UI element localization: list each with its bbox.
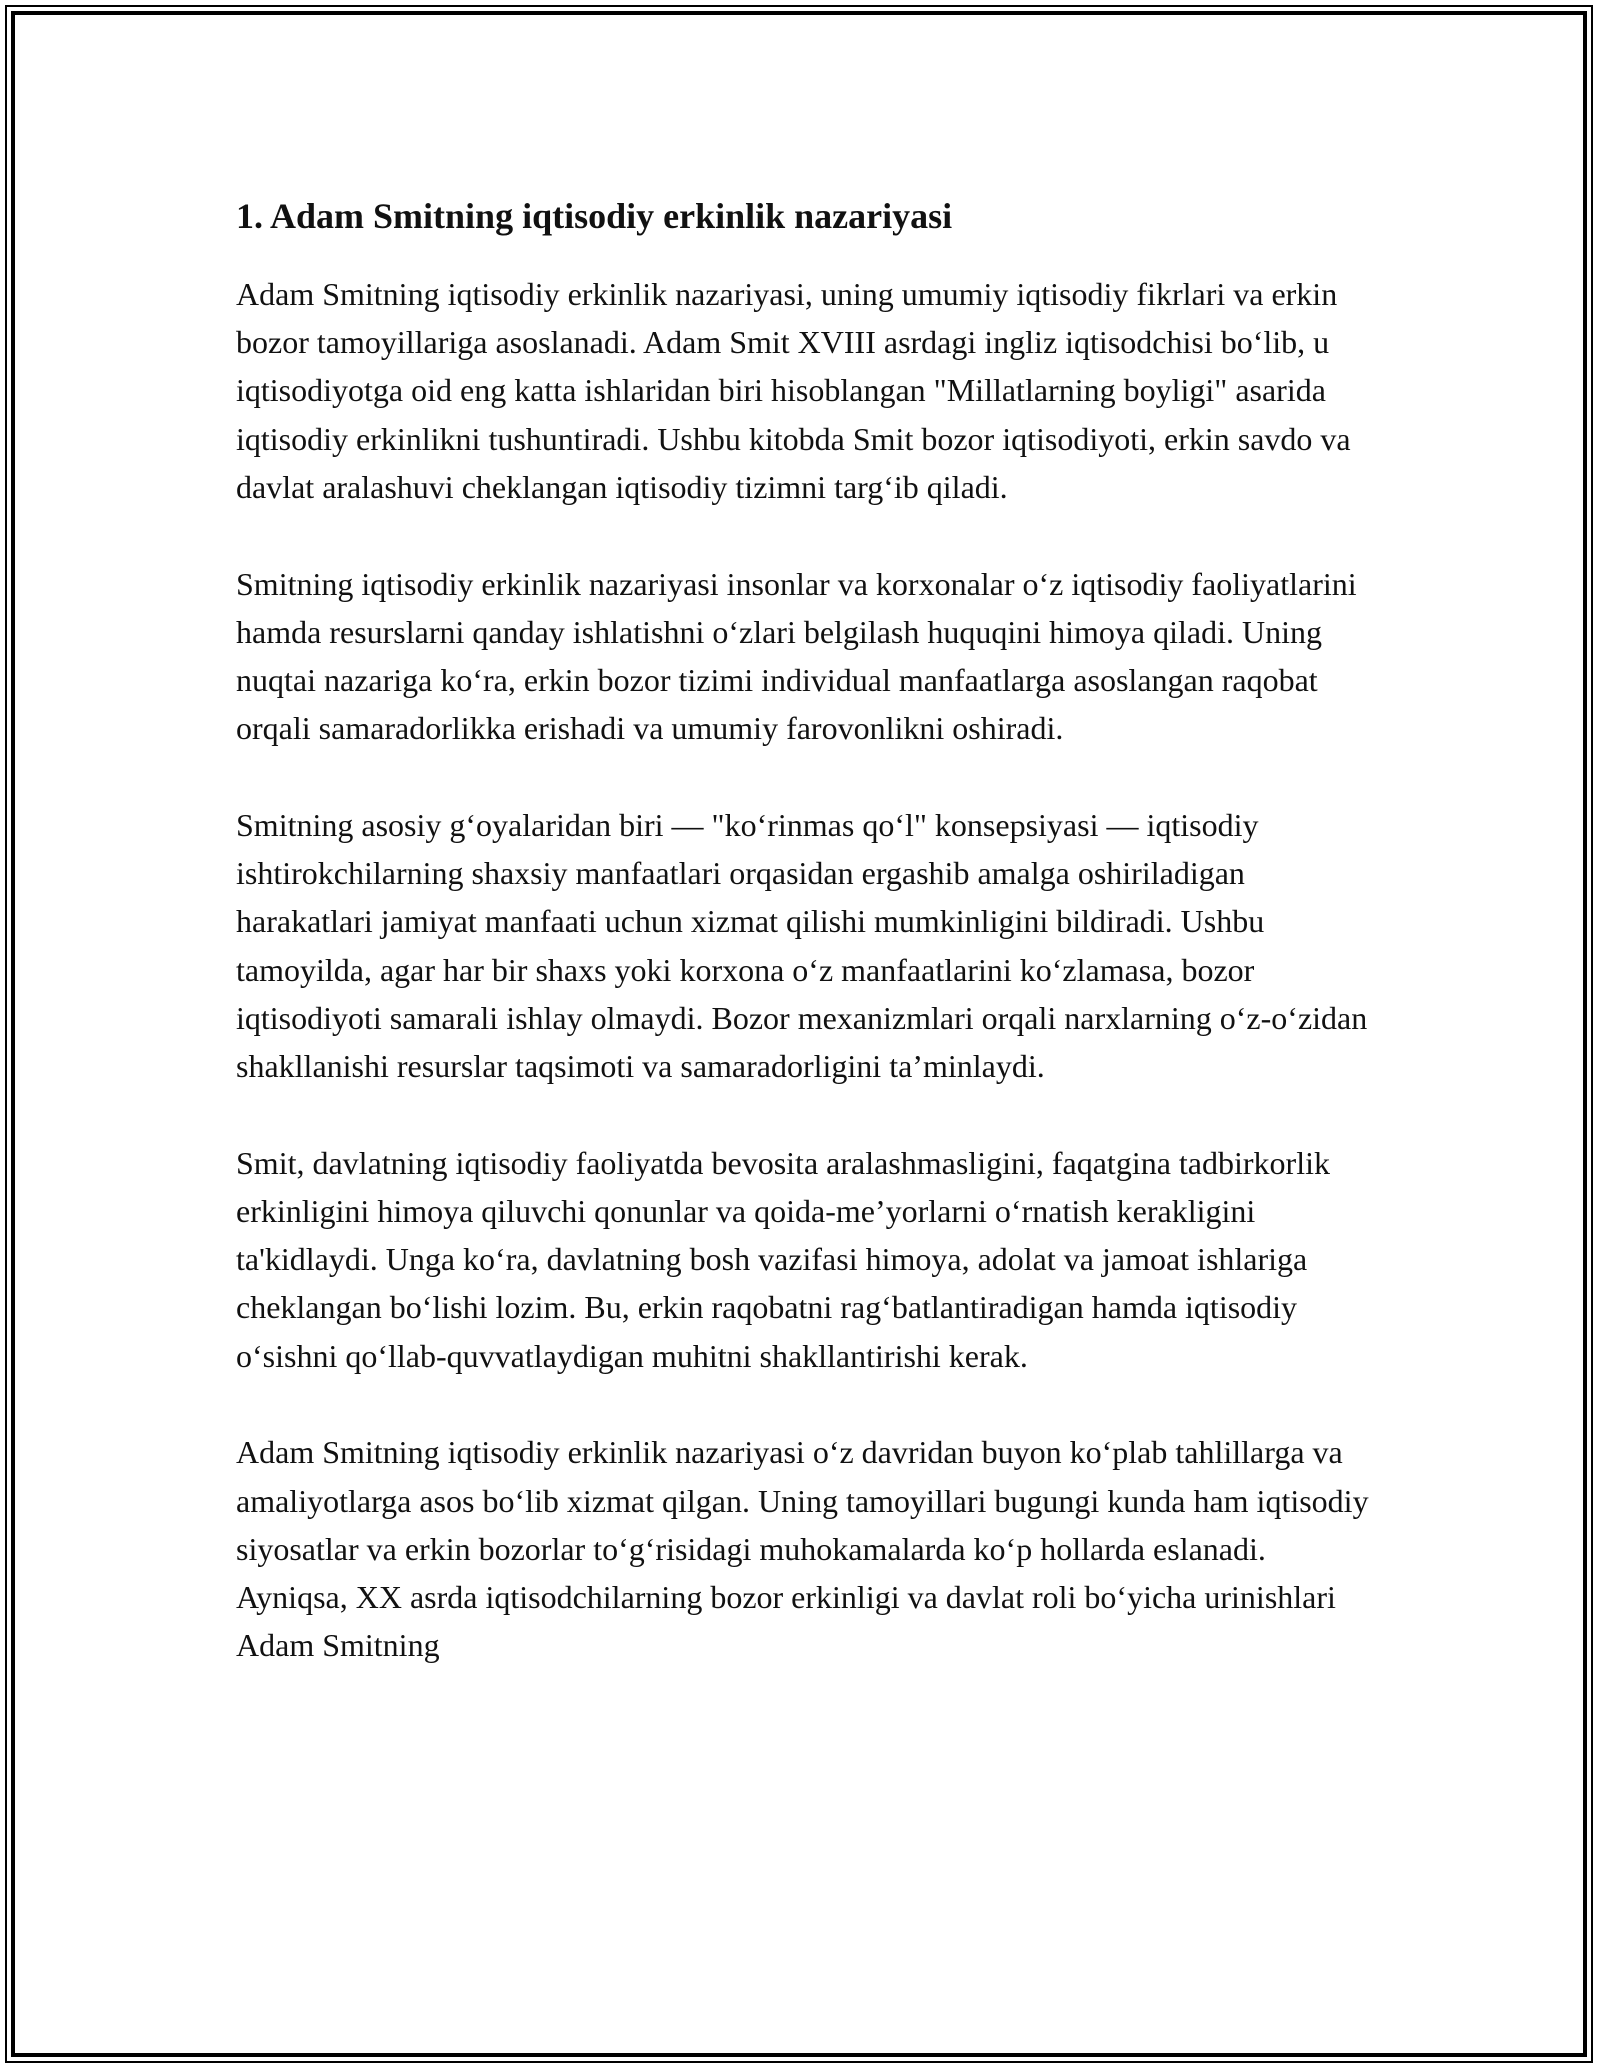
section-heading: 1. Adam Smitning iqtisodiy erkinlik nazariyasi (236, 196, 953, 236)
paragraph-3: Smitning asosiy g‘oyalaridan biri — "ko‘rinmas qo‘l" konsepsiyasi — iqtisodiy ishtirokchilarning shaxsiy manfaatlari orqasidan ergashib amalga oshiriladigan harakatlari jamiyat manfaati uchun xizmat qilishi mumkinligini bildiradi. Ushbu tamoyilda, agar har bir shaxs yoki korxona o‘z manfaatlarini ko‘zlamasa, bozor iqtisodiyoti samarali ishlay olmaydi. Bozor mexanizmlari orqali narxlarning o‘z-o‘zidan shakllanishi resurslar taqsimoti va samaradorligini ta’minlaydi. (236, 807, 1368, 1085)
document-body (236, 184, 1376, 1718)
paragraph-2: Smitning iqtisodiy erkinlik nazariyasi insonlar va korxonalar o‘z iqtisodiy faoliyatlarini hamda resurslarni qanday ishlatishni o‘zlari belgilash huquqini himoya qiladi. Uning nuqtai nazariga ko‘ra, erkin bozor tizimi individual manfaatlarga asoslangan raqobat orqali samaradorlikka erishadi va umumiy farovonlikni oshiradi. (236, 565, 1357, 747)
paragraph-5: Adam Smitning iqtisodiy erkinlik nazariyasi o‘z davridan buyon ko‘plab tahlillarga va amaliyotlarga asos bo‘lib xizmat qilgan. Uning tamoyillari bugungi kunda ham iqtisodiy siyosatlar va erkin bozorlar to‘g‘risidagi muhokamalarda ko‘p hollarda eslanadi. Ayniqsa, XX asrda iqtisodchilarning bozor erkinligi va davlat roli bo‘yicha urinishlari Adam Smitning (236, 1434, 1369, 1664)
paragraph-4: Smit, davlatning iqtisodiy faoliyatda bevosita aralashmasligini, faqatgina tadbirkorlik erkinligini himoya qiluvchi qonunlar va qoida-me’yorlarni o‘rnatish kerakligini ta'kidlaydi. Unga ko‘ra, davlatning bosh vazifasi himoya, adolat va jamoat ishlariga cheklangan bo‘lishi lozim. Bu, erkin raqobatni rag‘batlantiradigan hamda iqtisodiy o‘sishni qo‘llab-quvvatlaydigan muhitni shakllantirishi kerak. (236, 1144, 1330, 1374)
paragraph-1: Adam Smitning iqtisodiy erkinlik nazariyasi, uning umumiy iqtisodiy fikrlari va erkin bozor tamoyillariga asoslanadi. Adam Smit XVIII asrdagi ingliz iqtisodchisi bo‘lib, u iqtisodiyotga oid eng katta ishlaridan biri hisoblangan "Millatlarning boyligi" asarida iqtisodiy erkinlikni tushuntiradi. Ushbu kitobda Smit bozor iqtisodiyoti, erkin savdo va davlat aralashuvi cheklangan iqtisodiy tizimni targ‘ib qiladi. (236, 276, 1351, 505)
